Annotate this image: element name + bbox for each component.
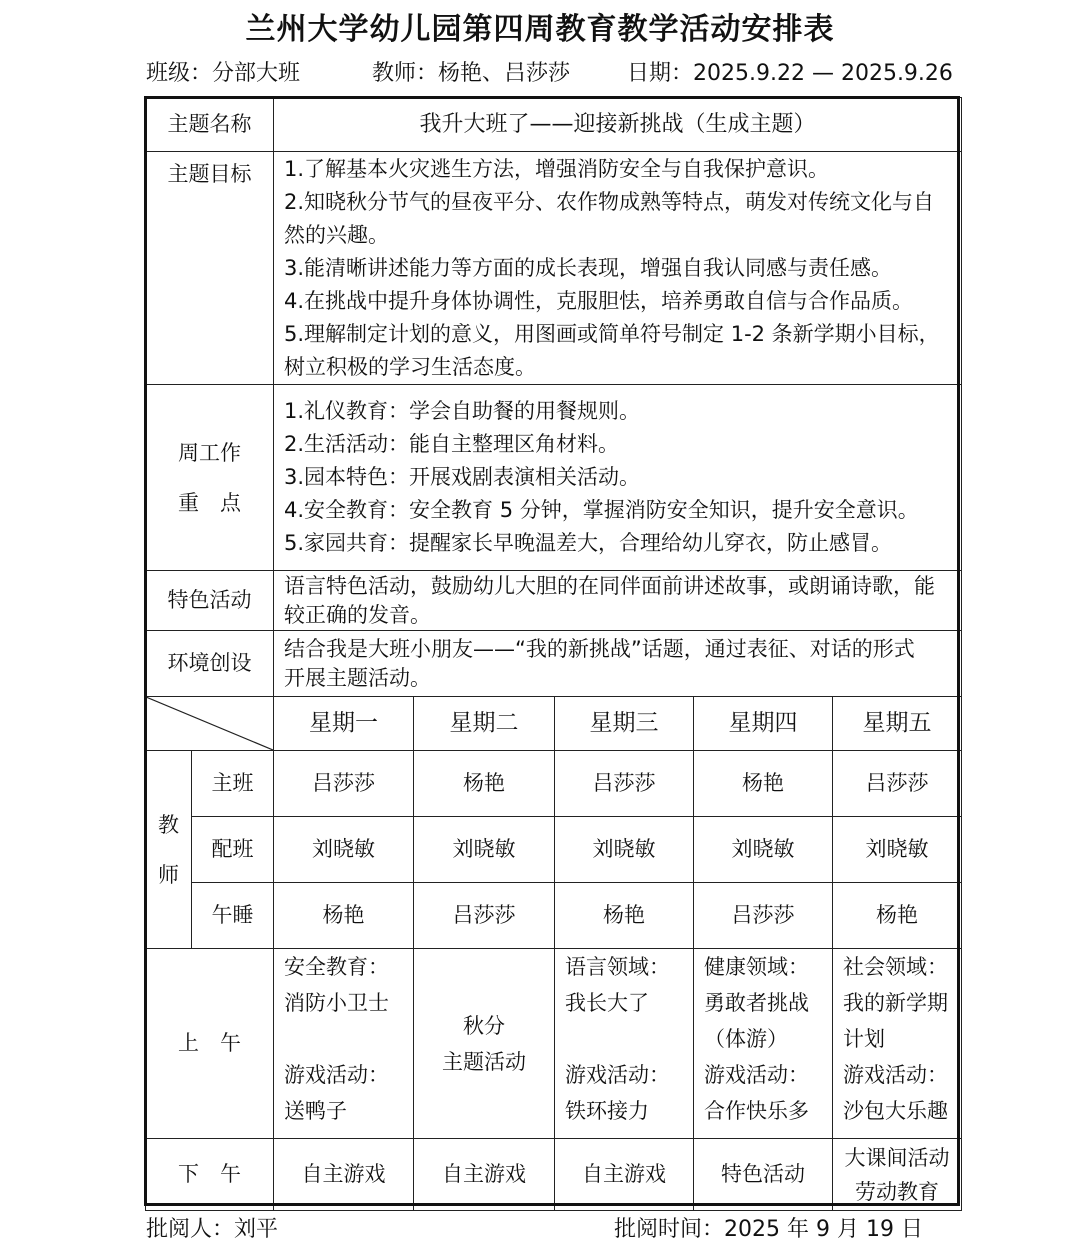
theme-goals (274, 152, 962, 385)
date-label: 日期：2025.9.22 — 2025.9.26 (627, 61, 953, 86)
goal-line: 1.了解基本火灾逃生方法，增强消防安全与自我保护意识。 (284, 157, 830, 181)
role-cell: 杨艳 (833, 883, 962, 949)
teacher-label: 教师：杨艳、吕莎莎 (372, 61, 571, 86)
morning-row (146, 949, 962, 1139)
theme-goal-row (146, 152, 962, 385)
env-label: 环境创设 (146, 631, 274, 697)
afternoon-cell: 大课间活动 劳动教育 (833, 1139, 962, 1211)
role-cell: 刘晓敏 (274, 817, 414, 883)
role-cell: 吕莎莎 (833, 751, 962, 817)
class-label: 班级：分部大班 (146, 61, 301, 86)
afternoon-cell: 自主游戏 (274, 1139, 414, 1211)
goal-line: 2.知晓秋分节气的昼夜平分、农作物成熟等特点，萌发对传统文化与自 (284, 190, 935, 214)
afternoon-label: 下 午 (146, 1139, 274, 1211)
day-header: 星期一 (274, 697, 414, 751)
goal-line: 树立积极的学习生活态度。 (284, 355, 536, 379)
page-title: 兰州大学幼儿园第四周教育教学活动安排表 (245, 12, 835, 47)
weekly-focus-label: 周工作 重 点 (146, 385, 274, 571)
afternoon-cell: 特色活动 (694, 1139, 833, 1211)
role-cell: 刘晓敏 (694, 817, 833, 883)
morning-label: 上 午 (146, 949, 274, 1139)
role-cell: 杨艳 (694, 751, 833, 817)
afternoon-cell: 自主游戏 (555, 1139, 694, 1211)
morning-cell-thu: 健康领域： 勇敢者挑战 （体游） 游戏活动： 合作快乐多 (694, 949, 833, 1139)
special-label: 特色活动 (146, 571, 274, 631)
reviewer-label: 批阅人：刘平 (146, 1217, 279, 1242)
day-header: 星期二 (414, 697, 555, 751)
role-label: 配班 (192, 817, 274, 883)
diagonal-corner-cell (146, 697, 274, 751)
goal-line: 然的兴趣。 (284, 223, 389, 247)
goal-line: 4.在挑战中提升身体协调性，克服胆怯，培养勇敢自信与合作品质。 (284, 289, 914, 313)
focus-line: 1.礼仪教育：学会自助餐的用餐规则。 (284, 399, 641, 423)
day-header: 星期四 (694, 697, 833, 751)
review-time-label: 批阅时间：2025 年 9 月 19 日 (614, 1217, 923, 1242)
role-cell: 吕莎莎 (414, 883, 555, 949)
role-row-assistant (146, 817, 962, 883)
role-label: 午睡 (192, 883, 274, 949)
days-header-row (146, 697, 962, 751)
focus-line: 3.园本特色：开展戏剧表演相关活动。 (284, 465, 641, 489)
day-header: 星期五 (833, 697, 962, 751)
role-cell: 杨艳 (274, 883, 414, 949)
role-cell: 吕莎莎 (555, 751, 694, 817)
role-row-main (146, 751, 962, 817)
focus-line: 5.家园共育：提醒家长早晚温差大，合理给幼儿穿衣，防止感冒。 (284, 531, 893, 555)
morning-cell-fri: 社会领域： 我的新学期 计划 游戏活动： 沙包大乐趣 (833, 949, 962, 1139)
afternoon-cell: 自主游戏 (414, 1139, 555, 1211)
schedule-table (145, 97, 962, 1211)
role-cell: 刘晓敏 (555, 817, 694, 883)
goal-line: 5.理解制定计划的意义，用图画或简单符号制定 1-2 条新学期小目标， (284, 322, 940, 346)
weekly-focus-row (146, 385, 962, 571)
role-cell: 刘晓敏 (414, 817, 555, 883)
role-label: 主班 (192, 751, 274, 817)
theme-name-label: 主题名称 (146, 98, 274, 152)
focus-line: 4.安全教育：安全教育 5 分钟，掌握消防安全知识，提升安全意识。 (284, 498, 919, 522)
env-row (146, 631, 962, 697)
role-cell: 吕莎莎 (274, 751, 414, 817)
theme-name-row (146, 98, 962, 152)
teacher-group-label: 教 师 (146, 751, 192, 949)
role-cell: 刘晓敏 (833, 817, 962, 883)
day-header: 星期三 (555, 697, 694, 751)
goal-line: 3.能清晰讲述能力等方面的成长表现，增强自我认同感与责任感。 (284, 256, 893, 280)
focus-line: 2.生活活动：能自主整理区角材料。 (284, 432, 620, 456)
theme-goal-label: 主题目标 (146, 152, 274, 385)
morning-cell-mon: 安全教育： 消防小卫士 游戏活动： 送鸭子 (274, 949, 414, 1139)
theme-name: 我升大班了——迎接新挑战（生成主题） (274, 98, 962, 152)
morning-cell-wed: 语言领域： 我长大了 游戏活动： 铁环接力 (555, 949, 694, 1139)
special-activity: 语言特色活动，鼓励幼儿大胆的在同伴面前讲述故事，或朗诵诗歌，能 较正确的发音。 (274, 571, 962, 631)
role-cell: 杨艳 (555, 883, 694, 949)
weekly-focus (274, 385, 962, 571)
role-cell: 杨艳 (414, 751, 555, 817)
role-cell: 吕莎莎 (694, 883, 833, 949)
morning-cell-tue: 秋分 主题活动 (414, 949, 555, 1139)
special-row (146, 571, 962, 631)
env-creation: 结合我是大班小朋友——“我的新挑战”话题，通过表征、对话的形式 开展主题活动。 (274, 631, 962, 697)
role-row-nap (146, 883, 962, 949)
diagonal-line (146, 697, 273, 750)
afternoon-row (146, 1139, 962, 1211)
